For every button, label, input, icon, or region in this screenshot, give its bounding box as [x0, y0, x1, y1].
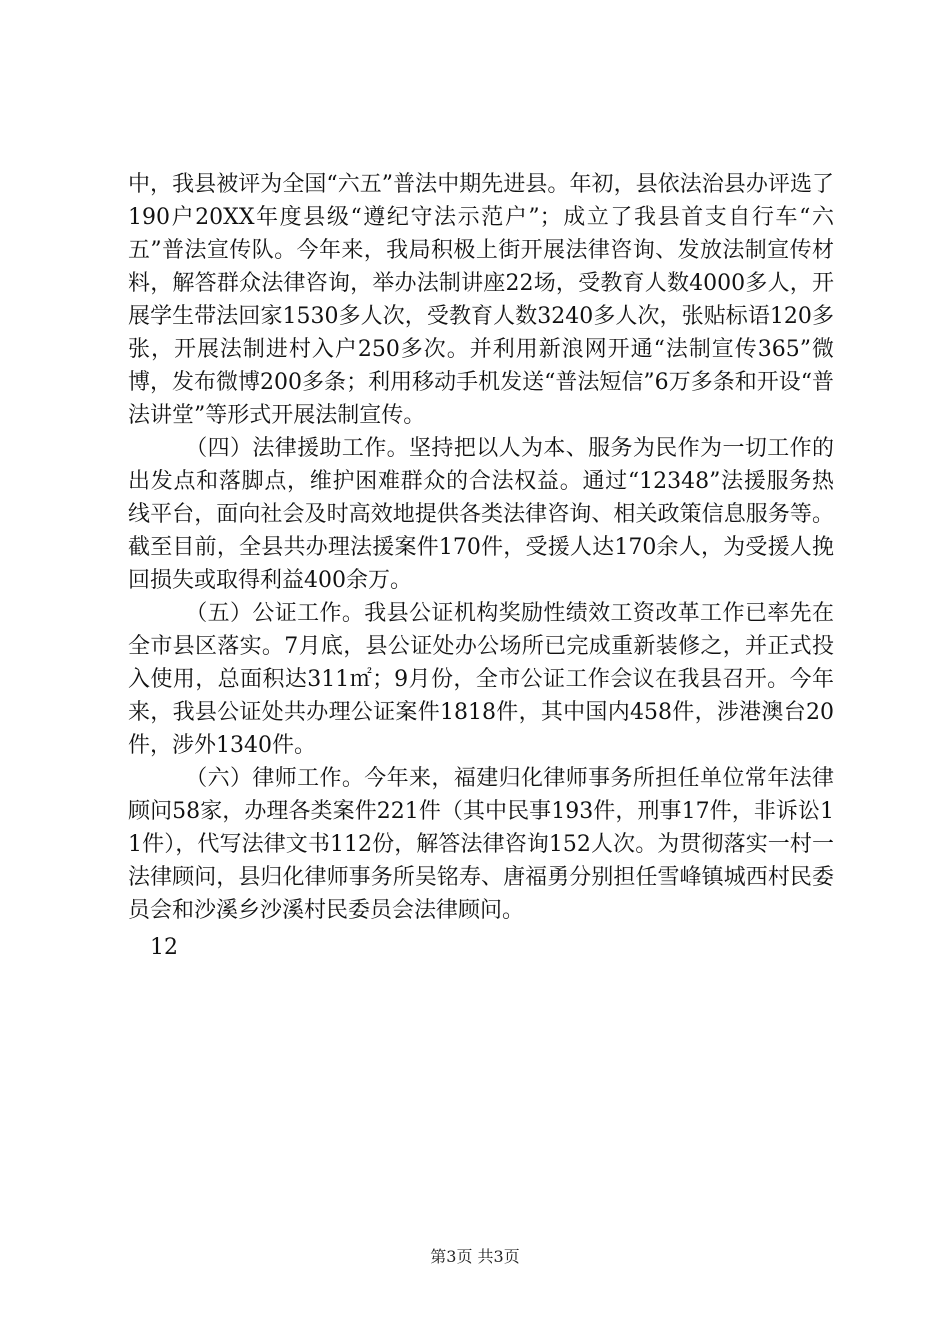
page-marker: 12	[150, 935, 178, 960]
paragraph-continuation: 中，我县被评为全国“六五”普法中期先进县。年初，县依法治县办评选了190户20XX年度县级“遵纪守法示范户”；成立了我县首支自行车“六五”普法宣传队。今年来，我局积极上街开展法律咨询、发放法制宣传材料，解答群众法律咨询，举办法制讲座22场，受教育人数4000多人，开展学生带法回家1530多人次，受教育人数3240多人次，张贴标语120多张，开展法制进村入户250多次。并利用新浪网开通“法制宣传365”微博，发布微博200多条；利用移动手机发送“普法短信”6万多条和开设“普法讲堂”等形式开展法制宣传。	[128, 172, 834, 428]
paragraph-lawyer: （六）律师工作。今年来，福建归化律师事务所担任单位常年法律顾问58家，办理各类案件221件（其中民事193件，刑事17件，非诉讼11件），代写法律文书112份，解答法律咨询152人次。为贯彻落实一村一法律顾问，县归化律师事务所吴铭寿、唐福勇分别担任雪峰镇城西村民委员会和沙溪乡沙溪村民委员会法律顾问。	[128, 766, 834, 923]
paragraph-notary: （五）公证工作。我县公证机构奖励性绩效工资改革工作已率先在全市县区落实。7月底，县公证处办公场所已完成重新装修之，并正式投入使用，总面积达311㎡；9月份，全市公证工作会议在我县召开。今年来，我县公证处共办理公证案件1818件，其中国内458件，涉港澳台20件，涉外1340件。	[128, 601, 834, 758]
paragraph-legal-aid: （四）法律援助工作。坚持把以人为本、服务为民作为一切工作的出发点和落脚点，维护困难群众的合法权益。通过“12348”法援服务热线平台，面向社会及时高效地提供各类法律咨询、相关政策信息服务等。截至目前，全县共办理法援案件170件，受援人达170余人，为受援人挽回损失或取得利益400余万。	[128, 436, 834, 593]
document-body	[128, 168, 834, 964]
page-footer: 第3页 共3页	[430, 1247, 520, 1266]
